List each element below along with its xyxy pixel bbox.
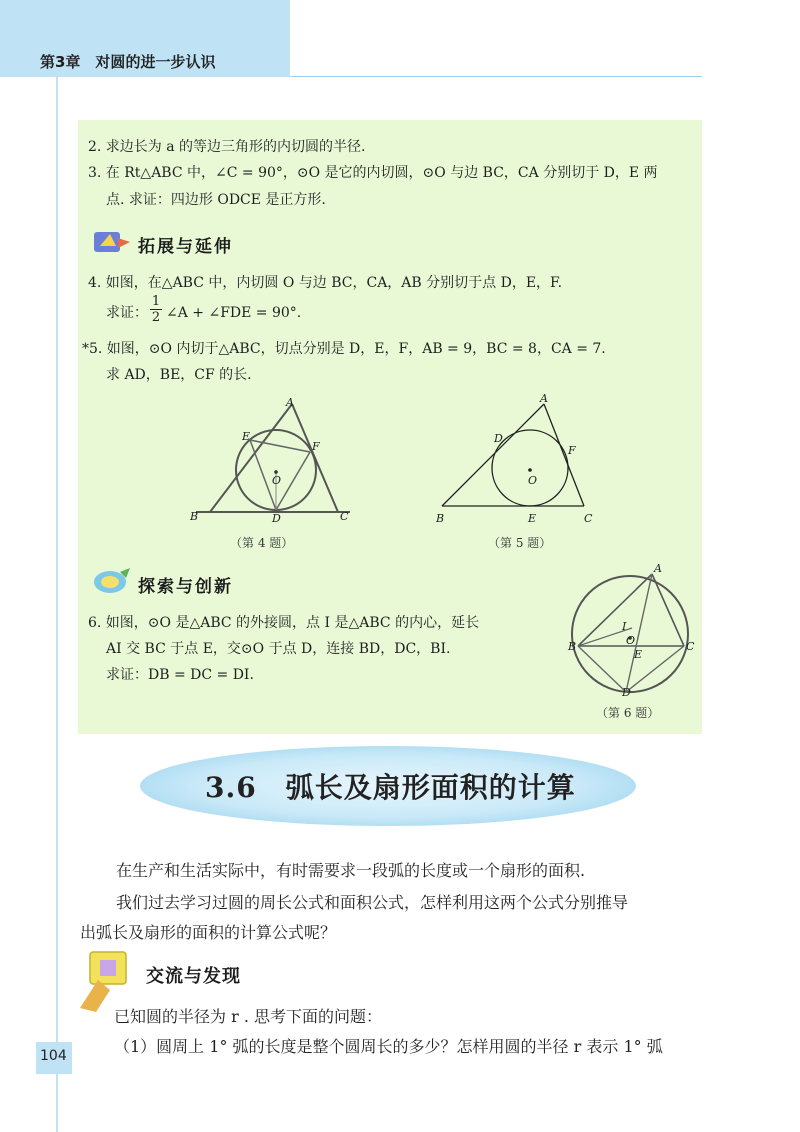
figure-5-caption: （第 5 题） <box>488 536 552 550</box>
fig5-label-e: E <box>528 512 537 525</box>
paragraph-1: 在生产和生活实际中，有时需要求一段弧的长度或一个扇形的面积. <box>116 861 586 880</box>
extension-heading: 拓展与延伸 <box>138 237 233 257</box>
fig6-label-o: O <box>626 634 636 647</box>
exercise-4-prove-rest: ∠A + ∠FDE = 90°. <box>166 305 302 321</box>
exercise-5-line-2: 求 AD，BE，CF 的长. <box>106 367 252 383</box>
fig5-label-o: O <box>528 474 538 487</box>
margin-line <box>56 77 58 1132</box>
exercise-3-line-2: 点. 求证：四边形 ODCE 是正方形. <box>106 192 326 208</box>
figure-5 <box>428 388 610 526</box>
fig5-label-b: B <box>436 512 445 525</box>
header-rule <box>290 76 702 77</box>
figure-4-caption: （第 4 题） <box>230 536 294 550</box>
fig6-label-d: D <box>622 686 631 698</box>
figure-6-caption: （第 6 题） <box>596 706 660 720</box>
fig4-label-o: O <box>272 474 282 487</box>
exercise-4-prove-label: 求证： <box>106 305 148 321</box>
exercise-3-line-1: 3. 在 Rt△ABC 中，∠C = 90°，⊙O 是它的内切圆，⊙O 与边 BC，CA 分别切于 D，E 两 <box>88 165 658 181</box>
chapter-title: 第3章 对圆的进一步认识 <box>40 53 216 71</box>
section-title: 3.6 弧长及扇形面积的计算 <box>205 771 576 804</box>
explore-icon <box>90 566 134 598</box>
paragraph-2-line-1: 我们过去学习过圆的周长公式和面积公式，怎样利用这两个公式分别推导 <box>116 893 629 912</box>
exercise-4-line-1: 4. 如图，在△ABC 中，内切圆 O 与边 BC，CA，AB 分别切于点 D，E，F. <box>88 275 563 291</box>
page-number: 104 <box>40 1048 67 1064</box>
extension-icon <box>90 226 134 258</box>
figure-6 <box>560 560 700 698</box>
fig6-label-a: A <box>654 562 662 575</box>
fig4-label-a: A <box>286 396 294 409</box>
exercise-6-line-2: AI 交 BC 于点 E，交⊙O 于点 D，连接 BD，DC，BI. <box>106 641 451 657</box>
fraction-numerator: 1 <box>151 294 161 309</box>
exercise-6-line-1: 6. 如图，⊙O 是△ABC 的外接圆，点 I 是△ABC 的内心，延长 <box>88 615 480 631</box>
paragraph-2-line-2: 出弧长及扇形的面积的计算公式呢？ <box>80 923 337 942</box>
paragraph-4: （1）圆周上 1° 弧的长度是整个圆周长的多少？怎样用圆的半径 r 表示 1° 弧 <box>114 1037 663 1056</box>
fig5-label-c: C <box>584 512 593 525</box>
paragraph-3: 已知圆的半径为 r . 思考下面的问题： <box>114 1007 382 1026</box>
exercise-6-line-3: 求证：DB = DC = DI. <box>106 667 254 683</box>
fig4-label-d: D <box>272 512 281 522</box>
fraction <box>150 294 162 325</box>
fig5-label-f: F <box>568 444 576 457</box>
fig6-label-c: C <box>686 640 695 653</box>
fig4-label-e: E <box>242 430 251 443</box>
fig5-label-a: A <box>540 392 548 405</box>
discover-heading: 交流与发现 <box>146 966 241 987</box>
fig4-label-c: C <box>340 510 349 522</box>
fig6-label-e: E <box>634 648 643 661</box>
explore-heading: 探索与创新 <box>138 577 233 597</box>
figure-4 <box>188 390 362 522</box>
fig6-label-i: I <box>622 620 627 633</box>
fig4-label-b: B <box>190 510 199 522</box>
fig4-label-f: F <box>312 440 320 453</box>
exercise-2: 2. 求边长为 a 的等边三角形的内切圆的半径. <box>88 139 366 155</box>
fig5-label-d: D <box>494 432 503 445</box>
exercise-5-line-1: *5. 如图，⊙O 内切于△ABC，切点分别是 D，E，F，AB = 9，BC = 8，CA = 7. <box>82 341 606 357</box>
fig6-label-b: B <box>568 640 577 653</box>
fraction-denominator: 2 <box>151 310 161 325</box>
